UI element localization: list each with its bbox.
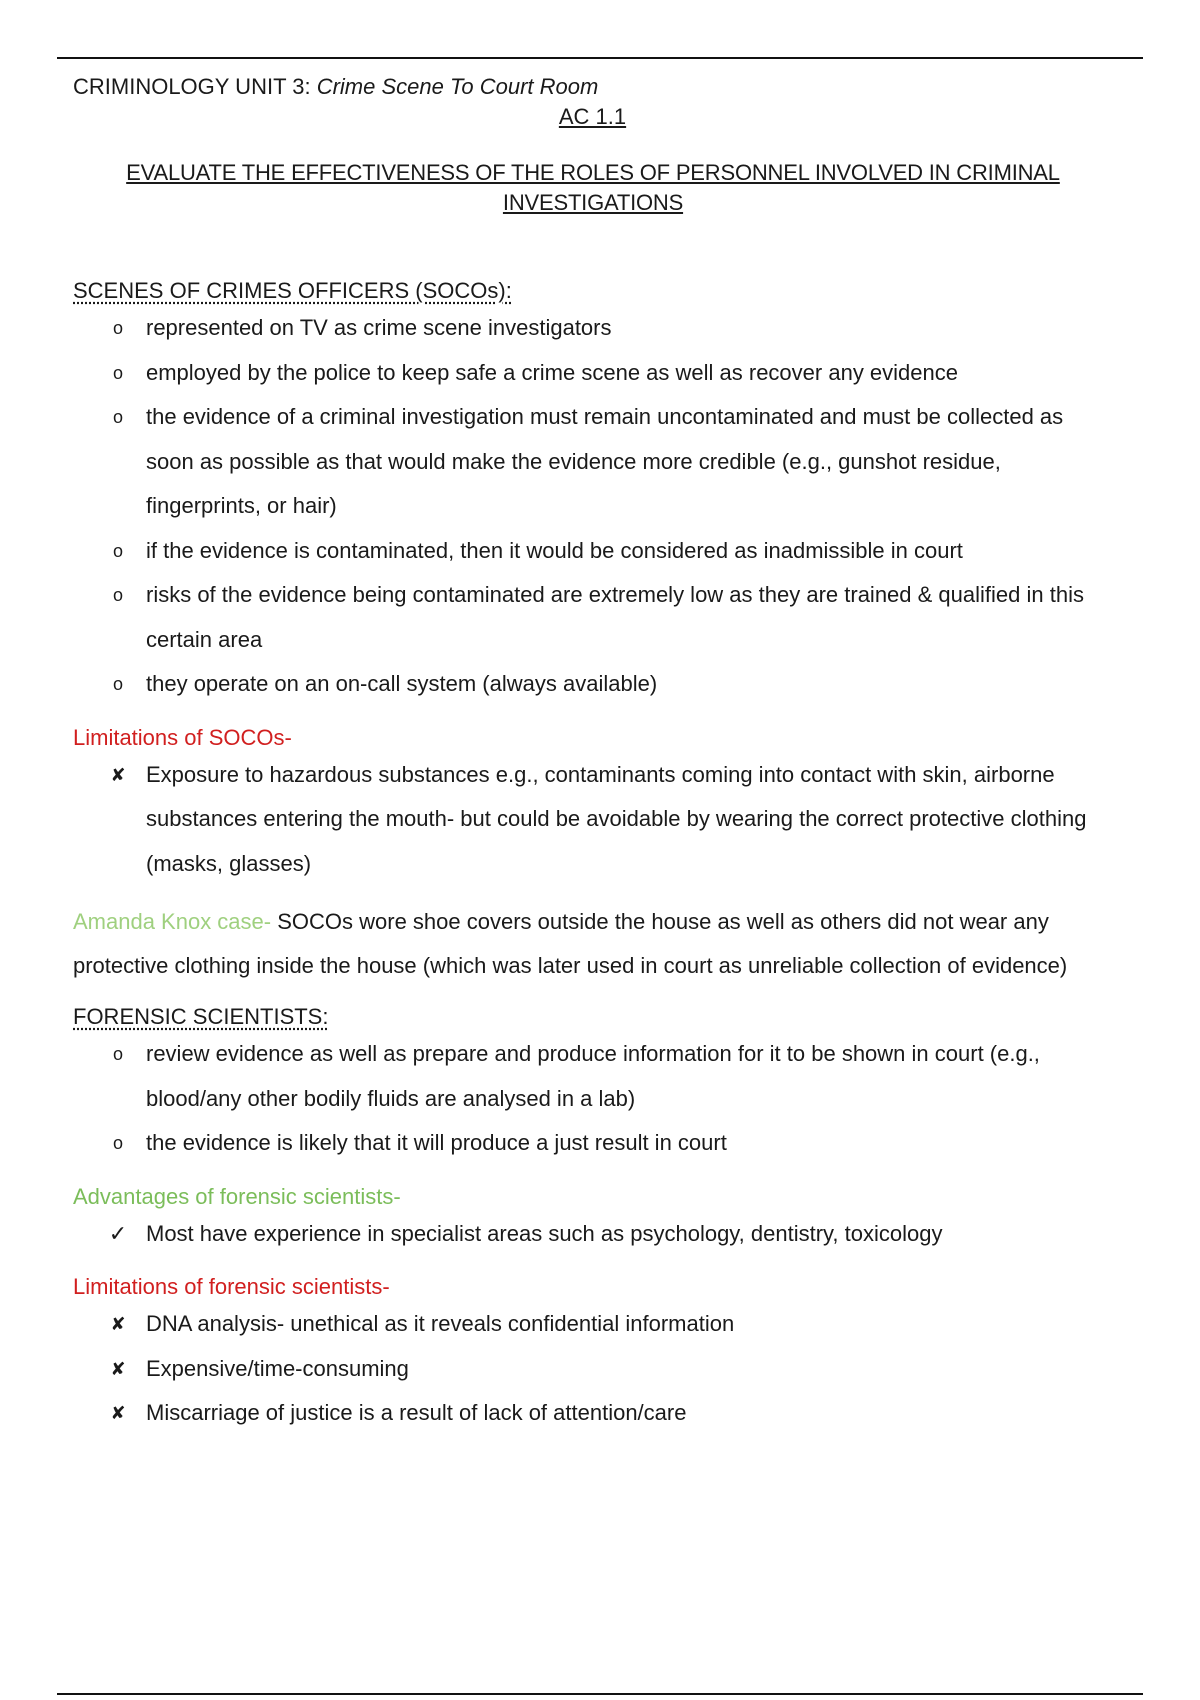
socos-heading-text: SCENES OF CRIMES OFFICERS (SOCOs): bbox=[73, 278, 512, 303]
cross-bullet-icon: ✘ bbox=[110, 1314, 126, 1334]
socos-limitations-label: Limitations of SOCOs- bbox=[73, 724, 292, 750]
list-item-text: Exposure to hazardous substances e.g., contaminants coming into contact with skin, airborne substances entering the mouth- but could be avoidable by wearing the correct protective clothing (masks, glasses) bbox=[146, 761, 1087, 876]
list-item bbox=[73, 1121, 1113, 1166]
unit-title: Crime Scene To Court Room bbox=[316, 74, 599, 99]
course-label: CRIMINOLOGY UNIT 3: bbox=[73, 74, 311, 99]
list-item bbox=[73, 1212, 1113, 1257]
list-item-text: the evidence is likely that it will produce a just result in court bbox=[146, 1130, 727, 1155]
circle-bullet-icon: o bbox=[112, 407, 123, 427]
list-item bbox=[73, 395, 1113, 529]
circle-bullet-icon: o bbox=[112, 1044, 123, 1064]
list-item-text: they operate on an on-call system (always available) bbox=[146, 671, 658, 696]
list-item bbox=[73, 351, 1113, 396]
cross-bullet-icon: ✘ bbox=[110, 1358, 126, 1379]
list-item bbox=[73, 573, 1113, 662]
page-title: EVALUATE THE EFFECTIVENESS OF THE ROLES OF PERSONNEL INVOLVED IN CRIMINAL INVESTIGATIONS bbox=[126, 160, 1060, 215]
socos-list bbox=[73, 306, 1113, 707]
forensic-heading-text: FORENSIC SCIENTISTS: bbox=[73, 1004, 329, 1029]
bottom-rule bbox=[57, 1693, 1143, 1695]
circle-bullet-icon: o bbox=[112, 318, 123, 338]
assessment-criterion: AC 1.1 bbox=[558, 104, 627, 129]
list-item bbox=[73, 1391, 1113, 1436]
forensic-list bbox=[73, 1032, 1113, 1166]
list-item bbox=[73, 753, 1113, 887]
forensic-limitations-list bbox=[73, 1302, 1113, 1436]
list-item-text: Most have experience in specialist areas such as psychology, dentistry, toxicology bbox=[146, 1220, 943, 1246]
top-rule bbox=[57, 57, 1143, 59]
circle-bullet-icon: o bbox=[112, 540, 123, 561]
list-item-text: Expensive/time-consuming bbox=[146, 1355, 409, 1381]
case-label: Amanda Knox case- bbox=[73, 909, 272, 934]
case-paragraph bbox=[73, 900, 1113, 988]
list-item-text: employed by the police to keep safe a crime scene as well as recover any evidence bbox=[146, 359, 958, 385]
circle-bullet-icon: o bbox=[112, 674, 123, 694]
forensic-section-heading bbox=[73, 1002, 1113, 1032]
document-body bbox=[73, 72, 1113, 1436]
list-item-text: the evidence of a criminal investigation must remain uncontaminated and must be collected as soon as possible as that would make the evidence more credible (e.g., gunshot residue, fingerprints, or hair) bbox=[146, 404, 1064, 518]
circle-bullet-icon: o bbox=[112, 362, 123, 383]
list-item bbox=[73, 1347, 1113, 1392]
circle-bullet-icon: o bbox=[112, 1133, 123, 1153]
list-item-text: risks of the evidence being contaminated are extremely low as they are trained & qualified in this certain area bbox=[146, 582, 1084, 652]
list-item bbox=[73, 306, 1113, 351]
cross-bullet-icon: ✘ bbox=[110, 1403, 126, 1423]
socos-section-heading bbox=[73, 276, 1113, 306]
list-item bbox=[73, 1302, 1113, 1347]
socos-limitations-list bbox=[73, 753, 1113, 887]
list-item bbox=[73, 1032, 1113, 1121]
check-bullet-icon: ✓ bbox=[108, 1220, 128, 1246]
case-text: SOCOs wore shoe covers outside the house as well as others did not wear any protective clothing inside the house (which was later used in court as unreliable collection of evidence) bbox=[73, 909, 1068, 978]
list-item-text: represented on TV as crime scene investigators bbox=[146, 315, 612, 340]
list-item-text: Miscarriage of justice is a result of lack of attention/care bbox=[146, 1400, 687, 1425]
list-item bbox=[73, 662, 1113, 707]
list-item-text: DNA analysis- unethical as it reveals confidential information bbox=[146, 1311, 735, 1336]
forensic-advantages-label: Advantages of forensic scientists- bbox=[73, 1183, 401, 1209]
forensic-limitations-label: Limitations of forensic scientists- bbox=[73, 1274, 390, 1299]
cross-bullet-icon: ✘ bbox=[110, 764, 126, 785]
list-item-text: review evidence as well as prepare and produce information for it to be shown in court (e.g., blood/any other bodily fluids are analysed in a lab) bbox=[146, 1041, 1040, 1111]
list-item bbox=[73, 529, 1113, 574]
document-header bbox=[73, 72, 1113, 102]
forensic-advantages-list bbox=[73, 1212, 1113, 1257]
list-item-text: if the evidence is contaminated, then it would be considered as inadmissible in court bbox=[146, 537, 963, 563]
circle-bullet-icon: o bbox=[112, 585, 123, 605]
